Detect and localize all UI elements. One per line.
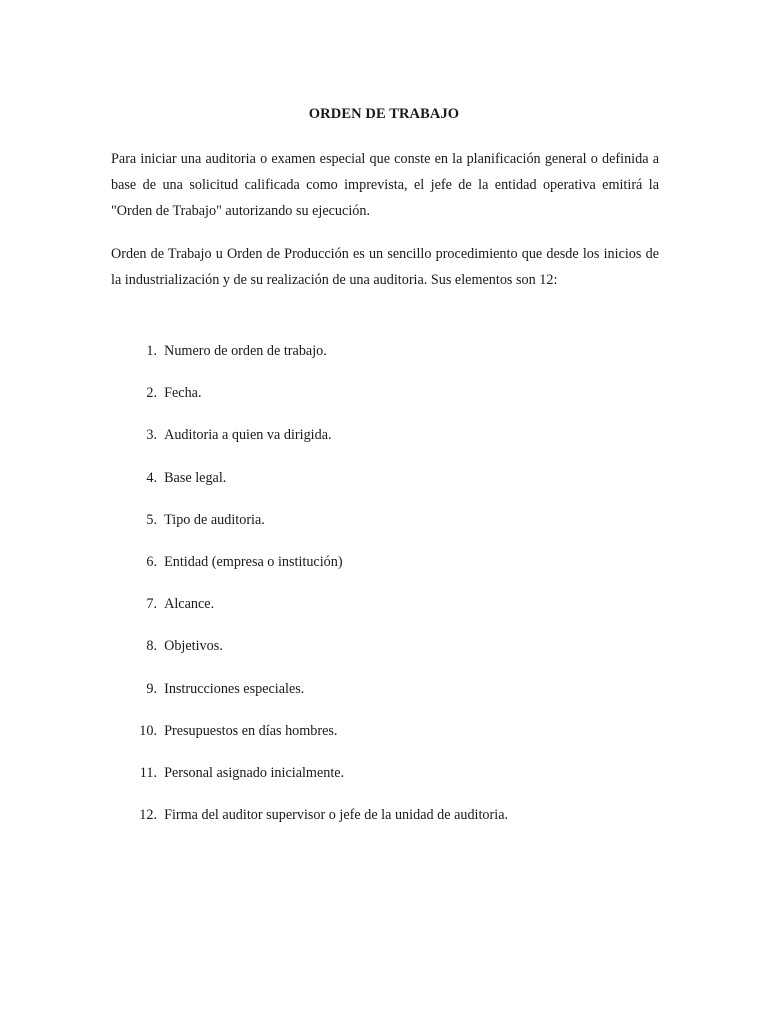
list-item [111,465,659,507]
list-item-number: 7. [146,596,157,613]
document-title: ORDEN DE TRABAJO [308,106,460,122]
list-item-text: Entidad (empresa o institución) [164,553,343,570]
list-item-number: 10. [139,722,157,739]
list-item [111,676,659,718]
elements-paragraph: Orden de Trabajo u Orden de Producción es un sencillo procedimiento que desde los inicios de la industrialización y de su realización de una auditoria. Sus elementos son 12: [111,246,659,288]
list-item-text: Firma del auditor supervisor o jefe de la unidad de auditoria. [164,807,509,824]
list-item [111,633,659,675]
list-item-number: 11. [139,764,157,781]
list-item-number: 1. [146,343,157,359]
list-item [111,422,659,464]
list-item [111,549,659,591]
list-item-text: Fecha. [164,385,202,402]
list-item-text: Personal asignado inicialmente. [164,764,345,781]
list-item-text: Tipo de auditoria. [164,511,265,528]
list-item-text: Base legal. [164,469,227,486]
elements-list [111,338,659,844]
list-item-text: Presupuestos en días hombres. [164,722,338,739]
list-item-number: 4. [146,469,157,486]
list-item-number: 5. [146,511,157,528]
list-item-number: 3. [146,427,157,444]
intro-paragraph: Para iniciar una auditoria o examen especial que conste en la planificación general o definida a base de una solicitud calificada como imprevista, el jefe de la entidad operativa emitirá la "Orden de Trabajo" autorizando su ejecución. [111,151,659,219]
list-item-number: 2. [146,385,157,402]
list-item-text: Alcance. [164,596,215,613]
list-item [111,338,659,380]
list-item [111,802,659,844]
list-item-number: 9. [146,680,157,697]
list-item-text: Numero de orden de trabajo. [164,343,327,359]
list-item [111,718,659,760]
list-item [111,507,659,549]
list-item-number: 12. [139,807,157,824]
list-item-number: 8. [146,638,157,655]
list-item-text: Instrucciones especiales. [164,680,305,697]
list-item [111,591,659,633]
list-item-text: Objetivos. [164,638,223,655]
list-item-text: Auditoria a quien va dirigida. [164,427,332,444]
list-item-number: 6. [146,553,157,570]
list-item [111,760,659,802]
list-item [111,380,659,422]
